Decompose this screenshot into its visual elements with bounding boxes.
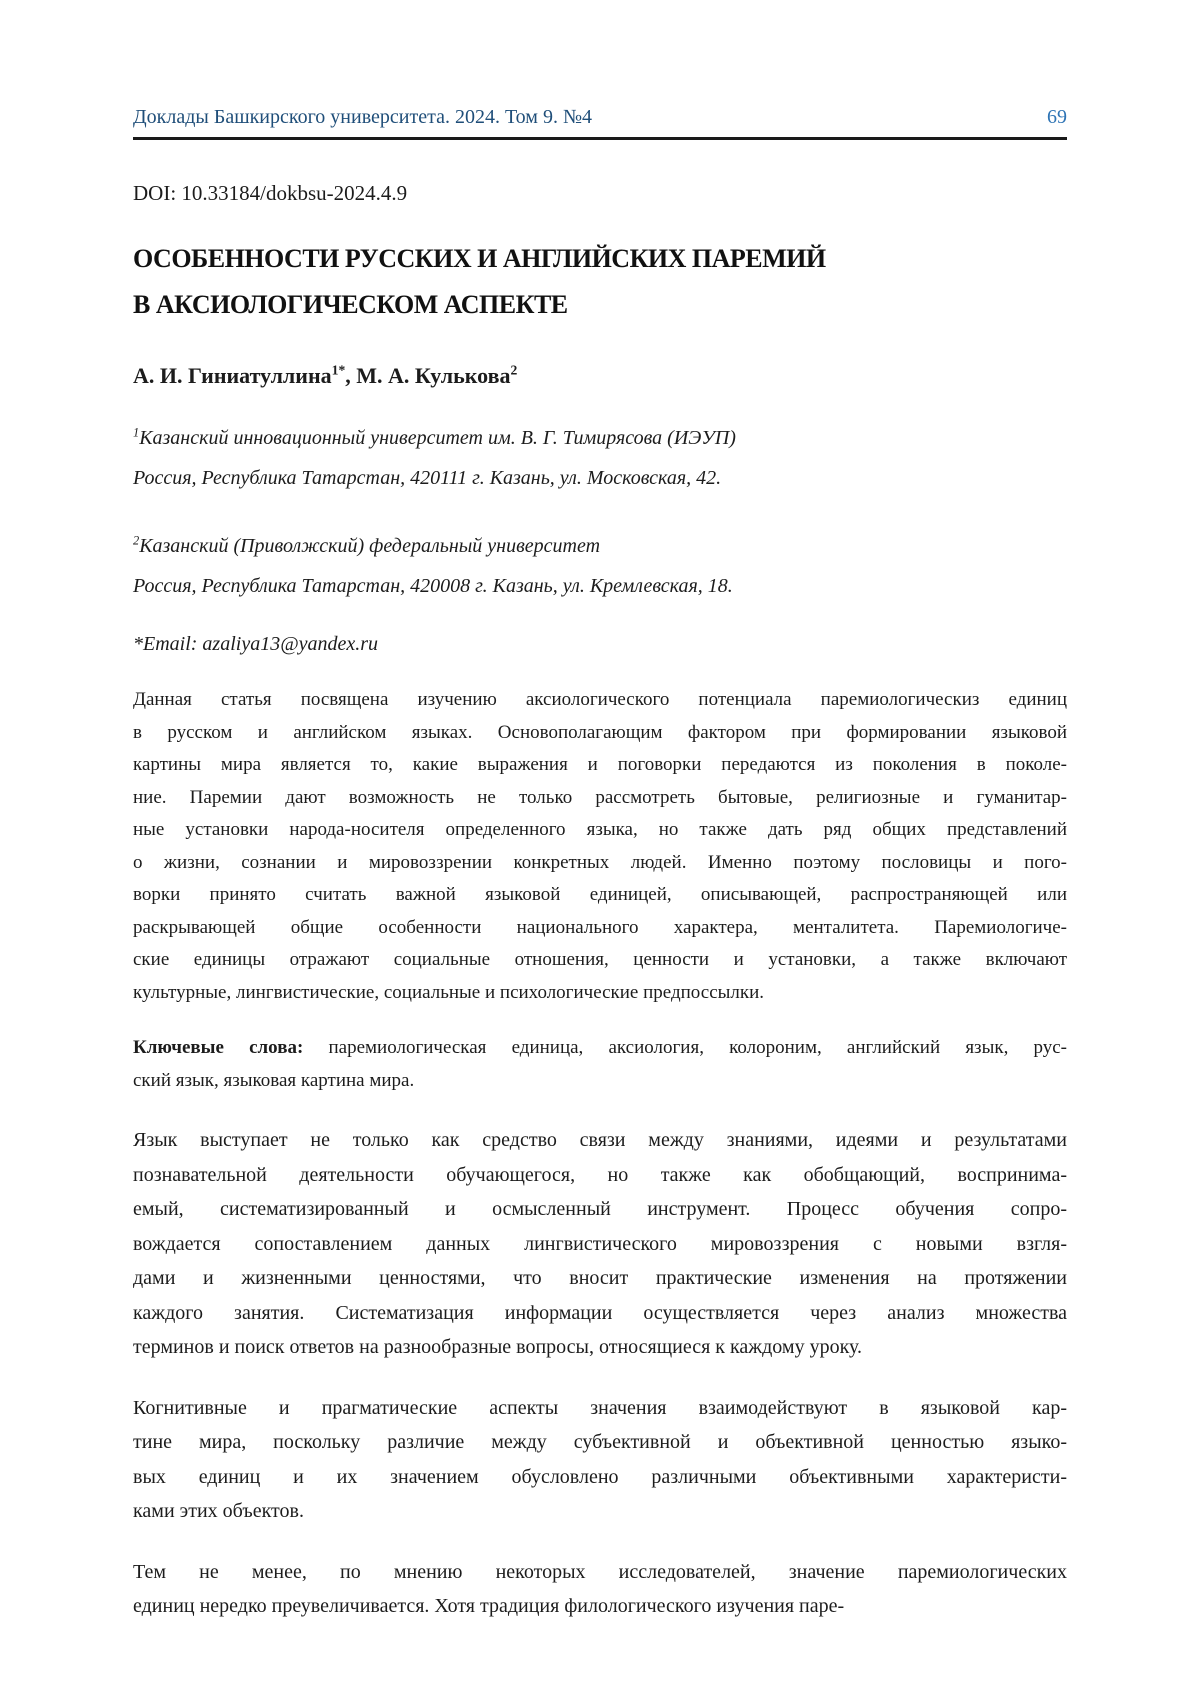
affiliation-1-institution [133,418,1067,458]
text-line: каждого занятия. Систематизация информации осуществляется через анализ множества [133,1301,1067,1324]
text-line: познавательной деятельности обучающегося, но также как обобщающий, воспринима- [133,1163,1067,1186]
article-title-line1: ОСОБЕННОСТИ РУССКИХ И АНГЛИЙСКИХ ПАРЕМИЙ [133,244,826,273]
author-2-superscript: 2 [510,362,518,378]
header-rule [133,137,1067,140]
text-line: емый, систематизированный и осмысленный инструмент. Процесс обучения сопро- [133,1198,1067,1220]
text-line: ские единицы отражают социальные отношения, ценности и установки, а также включают [133,949,1067,970]
email-line: *Email: azaliya13@yandex.ru [133,633,379,655]
affiliation-2-institution-text: Казанский (Приволжский) федеральный университет [139,535,601,557]
text-line: о жизни, сознании и мировоззрении конкретных людей. Именно поэтому пословицы и пого- [133,851,1067,873]
affiliation-2 [133,526,1067,606]
text-line: ные установки народа-носителя определенного языка, но также дать ряд общих представлений [133,819,1067,840]
text-line: терминов и поиск ответов на разнообразные вопросы, относящиеся к каждому уроку. [133,1336,862,1358]
author-1-name: А. И. Гиниатуллина [133,363,332,388]
text-line: Язык выступает не только как средство связи между знаниями, идеями и результатами [133,1129,1067,1151]
text-line: вых единиц и их значением обусловлено различными объективными характеристи- [133,1465,1067,1488]
text-line: раскрывающей общие особенности национального характера, менталитета. Паремиологиче- [133,916,1067,938]
doi-line: DOI: 10.33184/dokbsu-2024.4.9 [133,181,408,205]
body-paragraph-1 [133,1123,1067,1365]
text-line: культурные, лингвистические, социальные и психологические предпоссылки. [133,981,765,1003]
text-line: дами и жизненными ценностями, что вносит практические изменения на протяжении [133,1267,1067,1289]
body-paragraph-3 [133,1555,1067,1624]
keywords-line-1-text: паремиологическая единица, аксиология, колороним, английский язык, рус- [328,1037,1067,1058]
article-title-line2: В АКСИОЛОГИЧЕСКОМ АСПЕКТЕ [133,290,568,319]
text-line: картины мира является то, какие выражения и поговорки передаются из поколения в поколе- [133,754,1067,775]
text-line: Когнитивные и прагматические аспекты значения взаимодействуют в языковой кар- [133,1396,1067,1419]
keywords-label: Ключевые слова: [133,1037,304,1058]
keywords-line-2: ский язык, языковая картина мира. [133,1070,415,1091]
affiliation-2-institution [133,526,1067,566]
text-line: в русском и английском языках. Основополагающим фактором при формировании языковой [133,721,1067,743]
keywords [133,1031,1067,1097]
text-line: вождается сопоставлением данных лингвистического мировоззрения с новыми взгля- [133,1232,1067,1255]
page-content [0,104,1200,1624]
affiliation-1-institution-text: Казанский инновационный университет им. В. Г. Тимирясова (ИЭУП) [139,427,736,449]
running-head [133,104,1067,130]
body-paragraph-2 [133,1391,1067,1529]
text-line: ние. Паремии дают возможность не только рассмотреть бытовые, религиозные и гуманитар- [133,786,1067,808]
keywords-line-1 [133,1031,1067,1064]
author-2-name: М. А. Кулькова [356,363,511,388]
text-line: единиц нередко преувеличивается. Хотя традиция филологического изучения паре- [133,1595,845,1617]
text-line: ворки принято считать важной языковой единицей, описывающей, распространяющей или [133,884,1067,905]
authors-separator: , [345,363,357,388]
affiliation-1-superscript: 1 [133,425,140,440]
journal-title: Доклады Башкирского университета. 2024. Том 9. №4 [133,106,593,128]
authors-line [133,362,1067,390]
author-1-superscript: 1* [331,362,346,378]
article-title [133,236,1067,328]
affiliation-1-address: Россия, Республика Татарстан, 420111 г. Казань, ул. Московская, 42. [133,467,722,489]
text-line: тине мира, поскольку различие между субъективной и объективной ценностью языко- [133,1431,1067,1453]
page-number: 69 [1047,106,1067,128]
text-line: ками этих объектов. [133,1500,304,1522]
text-line: Тем не менее, по мнению некоторых исследователей, значение паремиологических [133,1560,1067,1583]
affiliation-2-address: Россия, Республика Татарстан, 420008 г. Казань, ул. Кремлевская, 18. [133,575,733,597]
text-line: Данная статья посвящена изучению аксиологического потенциала паремиологическиз единиц [133,689,1067,710]
abstract [133,684,1067,1009]
affiliation-2-superscript: 2 [133,533,140,548]
affiliation-1 [133,418,1067,498]
